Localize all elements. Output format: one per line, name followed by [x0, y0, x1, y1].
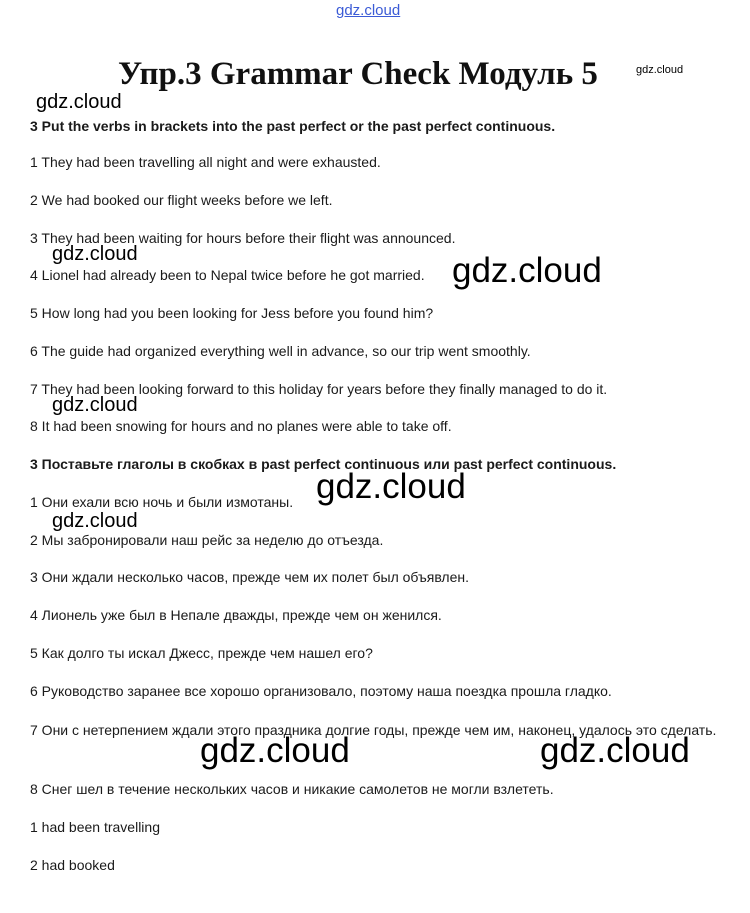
task-heading-ru: 3 Поставьте глаголы в скобках в past perfect continuous или past perfect continuous.: [30, 456, 617, 472]
watermark-2: gdz.cloud: [52, 243, 138, 265]
sentence-en-2: 2 We had booked our flight weeks before we left.: [30, 192, 333, 208]
watermark-7: gdz.cloud: [200, 731, 350, 770]
sentence-en-5: 5 How long had you been looking for Jess before you found him?: [30, 305, 434, 321]
title-watermark: gdz.cloud: [636, 64, 684, 76]
sentence-en-7: 7 They had been looking forward to this holiday for years before they finally managed to do it.: [30, 381, 608, 397]
sentence-ru-6: 6 Руководство заранее все хорошо организовало, поэтому наша поездка прошла гладко.: [30, 683, 612, 699]
sentence-ru-7: 7 Они с нетерпением ждали этого праздника долгие годы, прежде чем им, наконец, удалось это сделать.: [30, 722, 717, 738]
sentence-ru-1: 1 Они ехали всю ночь и были измотаны.: [30, 494, 294, 510]
task-heading-en: 3 Put the verbs in brackets into the past perfect or the past perfect continuous.: [30, 118, 556, 134]
sentence-ru-5: 5 Как долго ты искал Джесс, прежде чем нашел его?: [30, 645, 373, 661]
sentence-en-4: 4 Lionel had already been to Nepal twice before he got married.: [30, 267, 425, 283]
watermark-5: gdz.cloud: [452, 251, 602, 290]
watermark-3: gdz.cloud: [52, 394, 138, 416]
sentence-en-8: 8 It had been snowing for hours and no planes were able to take off.: [30, 418, 452, 434]
sentence-en-6: 6 The guide had organized everything well in advance, so our trip went smoothly.: [30, 343, 531, 359]
sentence-ru-2: 2 Мы забронировали наш рейс за неделю до отъезда.: [30, 532, 384, 548]
watermark-6: gdz.cloud: [316, 467, 466, 506]
sentence-ru-4: 4 Лионель уже был в Непале дважды, прежде чем он женился.: [30, 607, 442, 623]
answer-2: 2 had booked: [30, 857, 115, 873]
watermark-4: gdz.cloud: [52, 510, 138, 532]
answer-1: 1 had been travelling: [30, 819, 160, 835]
sentence-ru-8: 8 Снег шел в течение нескольких часов и никакие самолетов не могли взлететь.: [30, 781, 554, 797]
watermark-link[interactable]: gdz.cloud: [336, 2, 401, 19]
page-title: Упр.3 Grammar Check Модуль 5: [118, 56, 598, 92]
watermark-8: gdz.cloud: [540, 731, 690, 770]
sentence-ru-3: 3 Они ждали несколько часов, прежде чем их полет был объявлен.: [30, 569, 470, 585]
watermark-1: gdz.cloud: [36, 91, 122, 113]
sentence-en-1: 1 They had been travelling all night and were exhausted.: [30, 154, 381, 170]
sentence-en-3: 3 They had been waiting for hours before their flight was announced.: [30, 230, 456, 246]
